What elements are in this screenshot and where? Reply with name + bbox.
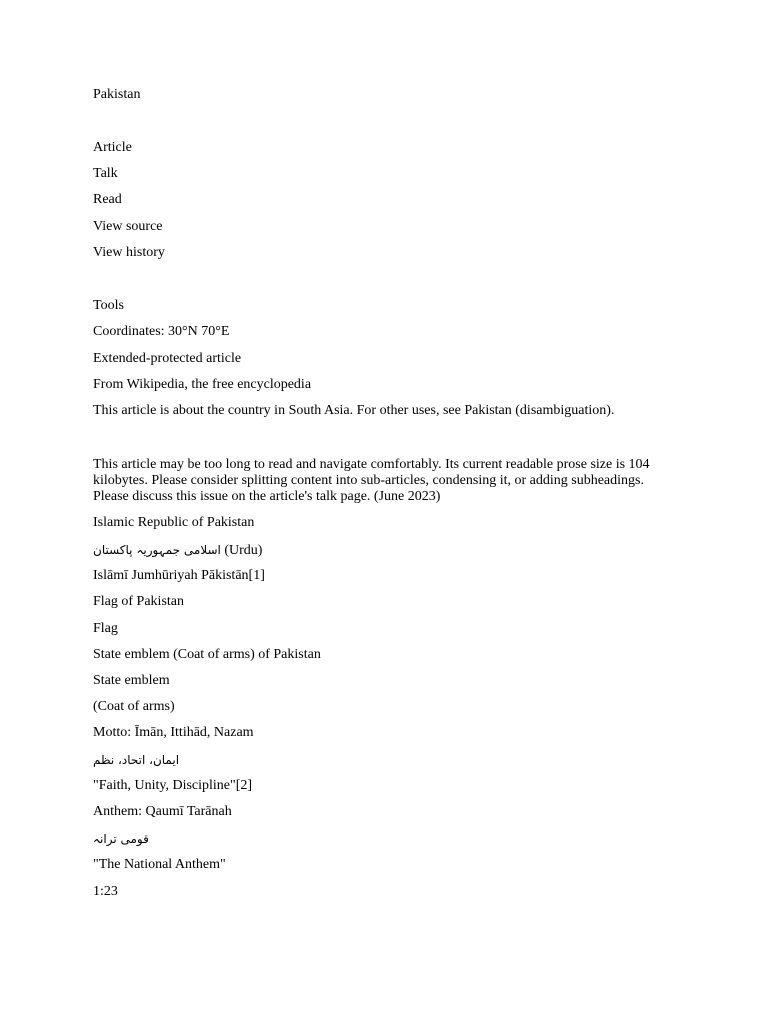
infobox-native-name (93, 541, 262, 560)
native-language[interactable]: (Urdu) (224, 543, 263, 558)
emblem-sublabel: (Coat of arms) (93, 699, 175, 714)
coordinates[interactable]: Coordinates: 30°N 70°E (93, 324, 230, 339)
motto: Motto: Īmān, Ittihād, Nazam (93, 725, 254, 740)
anthem-translation: "The National Anthem" (93, 857, 226, 872)
tab-talk[interactable]: Talk (93, 166, 118, 181)
flag-image-caption[interactable]: Flag of Pakistan (93, 594, 184, 609)
protection-indicator[interactable]: Extended-protected article (93, 351, 242, 366)
tab-article[interactable]: Article (93, 140, 132, 155)
page-title: Pakistan (93, 87, 141, 102)
emblem-label[interactable]: State emblem (93, 673, 170, 688)
motto-urdu: ایمان، اتحاد، نظم (93, 753, 180, 767)
anthem-audio-duration[interactable]: 1:23 (93, 884, 118, 899)
emblem-image-caption[interactable]: State emblem (Coat of arms) of Pakistan (93, 647, 321, 662)
anthem-urdu: قومی ترانہ (93, 832, 149, 846)
native-name-urdu: اسلامی جمہوریہ پاکستان (93, 543, 221, 557)
infobox-official-name: Islamic Republic of Pakistan (93, 515, 255, 530)
length-notice: This article may be too long to read and navigate comfortably. Its current readable prose size is 104 kilobytes. Please consider splitting content into sub-articles, condensing it, or adding subheadings. Please discuss this issue on the article's talk page. (June 2023) (93, 457, 650, 504)
flag-label[interactable]: Flag (93, 621, 118, 636)
hatnote[interactable]: This article is about the country in South Asia. For other uses, see Pakistan (disambiguation). (93, 403, 615, 418)
infobox-transliteration: Islāmī Jumhūriyah Pākistān[1] (93, 568, 265, 583)
tab-view-history[interactable]: View history (93, 245, 165, 260)
tab-view-source[interactable]: View source (93, 219, 163, 234)
site-tagline: From Wikipedia, the free encyclopedia (93, 377, 312, 392)
tools-menu[interactable]: Tools (93, 298, 124, 313)
motto-translation: "Faith, Unity, Discipline"[2] (93, 778, 253, 793)
anthem: Anthem: Qaumī Tarānah (93, 804, 232, 819)
tab-read[interactable]: Read (93, 192, 122, 207)
